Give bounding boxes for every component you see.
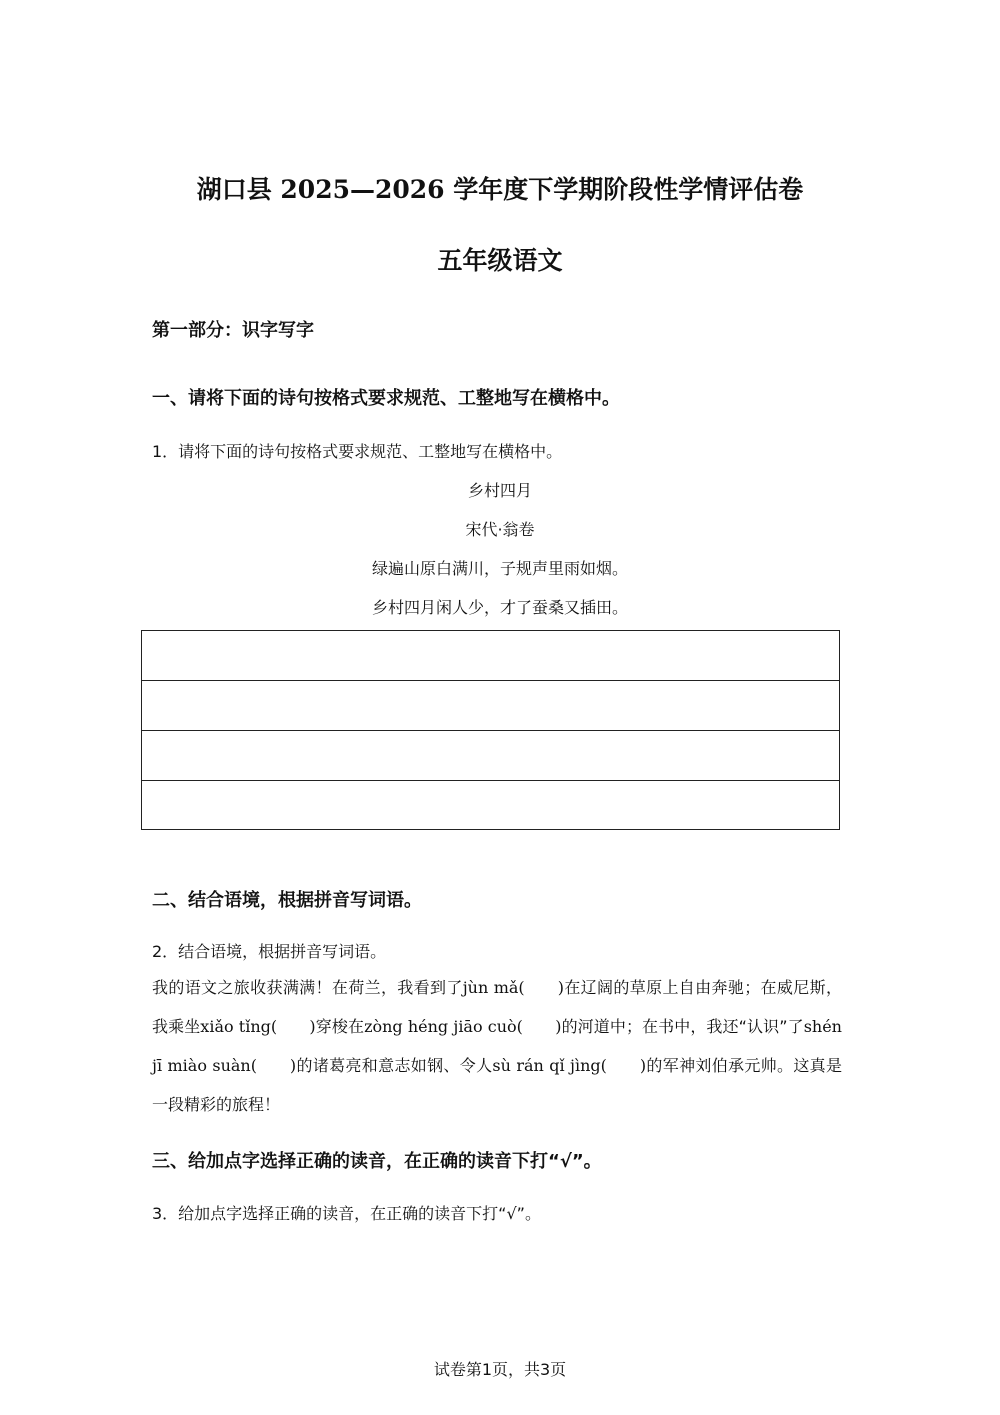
writing-grid[interactable]: [141, 630, 840, 830]
writing-row[interactable]: [142, 631, 839, 681]
paragraph-text: 在辽阔的草原上自由奔驰；在威尼斯，我乘坐: [152, 978, 842, 1036]
pinyin-blank[interactable]: xiǎo tǐng( ): [200, 1017, 316, 1036]
section-1-heading: 一、请将下面的诗句按格式要求规范、工整地写在横格中。: [152, 388, 620, 409]
question-3-text: 3．给加点字选择正确的读音，在正确的读音下打“√”。: [152, 1204, 541, 1223]
poem-line-2: 乡村四月闲人少，才了蚕桑又插田。: [371, 598, 628, 617]
exam-subtitle: 五年级语文: [437, 246, 563, 275]
writing-row[interactable]: [142, 681, 839, 731]
question-2-text: 2．结合语境，根据拼音写词语。: [152, 942, 387, 961]
section-2-heading: 二、结合语境，根据拼音写词语。: [152, 890, 422, 911]
paragraph-text: 我的语文之旅收获满满！在荷兰，我看到了: [152, 978, 463, 997]
pinyin-blank[interactable]: zòng héng jiāo cuò( ): [364, 1017, 562, 1036]
poem-line-1: 绿遍山原白满川，子规声里雨如烟。: [371, 559, 628, 578]
poem-author: 宋代·翁卷: [465, 520, 535, 539]
paragraph-text: 的河道中；在书中，我还“认识”了: [561, 1017, 804, 1036]
part-title: 第一部分：识字写字: [152, 320, 314, 341]
pinyin-blank[interactable]: sù rán qǐ jìng( ): [492, 1056, 647, 1075]
question-1-text: 1．请将下面的诗句按格式要求规范、工整地写在横格中。: [152, 442, 563, 461]
section-3-heading: 三、给加点字选择正确的读音，在正确的读音下打“√”。: [152, 1151, 602, 1172]
poem-title: 乡村四月: [467, 481, 532, 500]
paragraph-text: 的诸葛亮和意志如钢、令人: [296, 1056, 493, 1075]
question-2-paragraph: [152, 968, 842, 1124]
pinyin-blank[interactable]: jùn mǎ( ): [462, 978, 564, 997]
writing-row[interactable]: [142, 731, 839, 781]
pinyin-blank[interactable]: shén jī miào suàn( ): [152, 1017, 842, 1075]
exam-title: 湖口县 2025—2026 学年度下学期阶段性学情评估卷: [196, 175, 804, 204]
page-footer: 试卷第1页，共3页: [433, 1360, 567, 1379]
paragraph-text: 的军神刘伯承元帅。这真是一段精彩的旅程！: [152, 1056, 842, 1114]
writing-row[interactable]: [142, 781, 839, 831]
paragraph-text: 穿梭在: [315, 1017, 365, 1036]
